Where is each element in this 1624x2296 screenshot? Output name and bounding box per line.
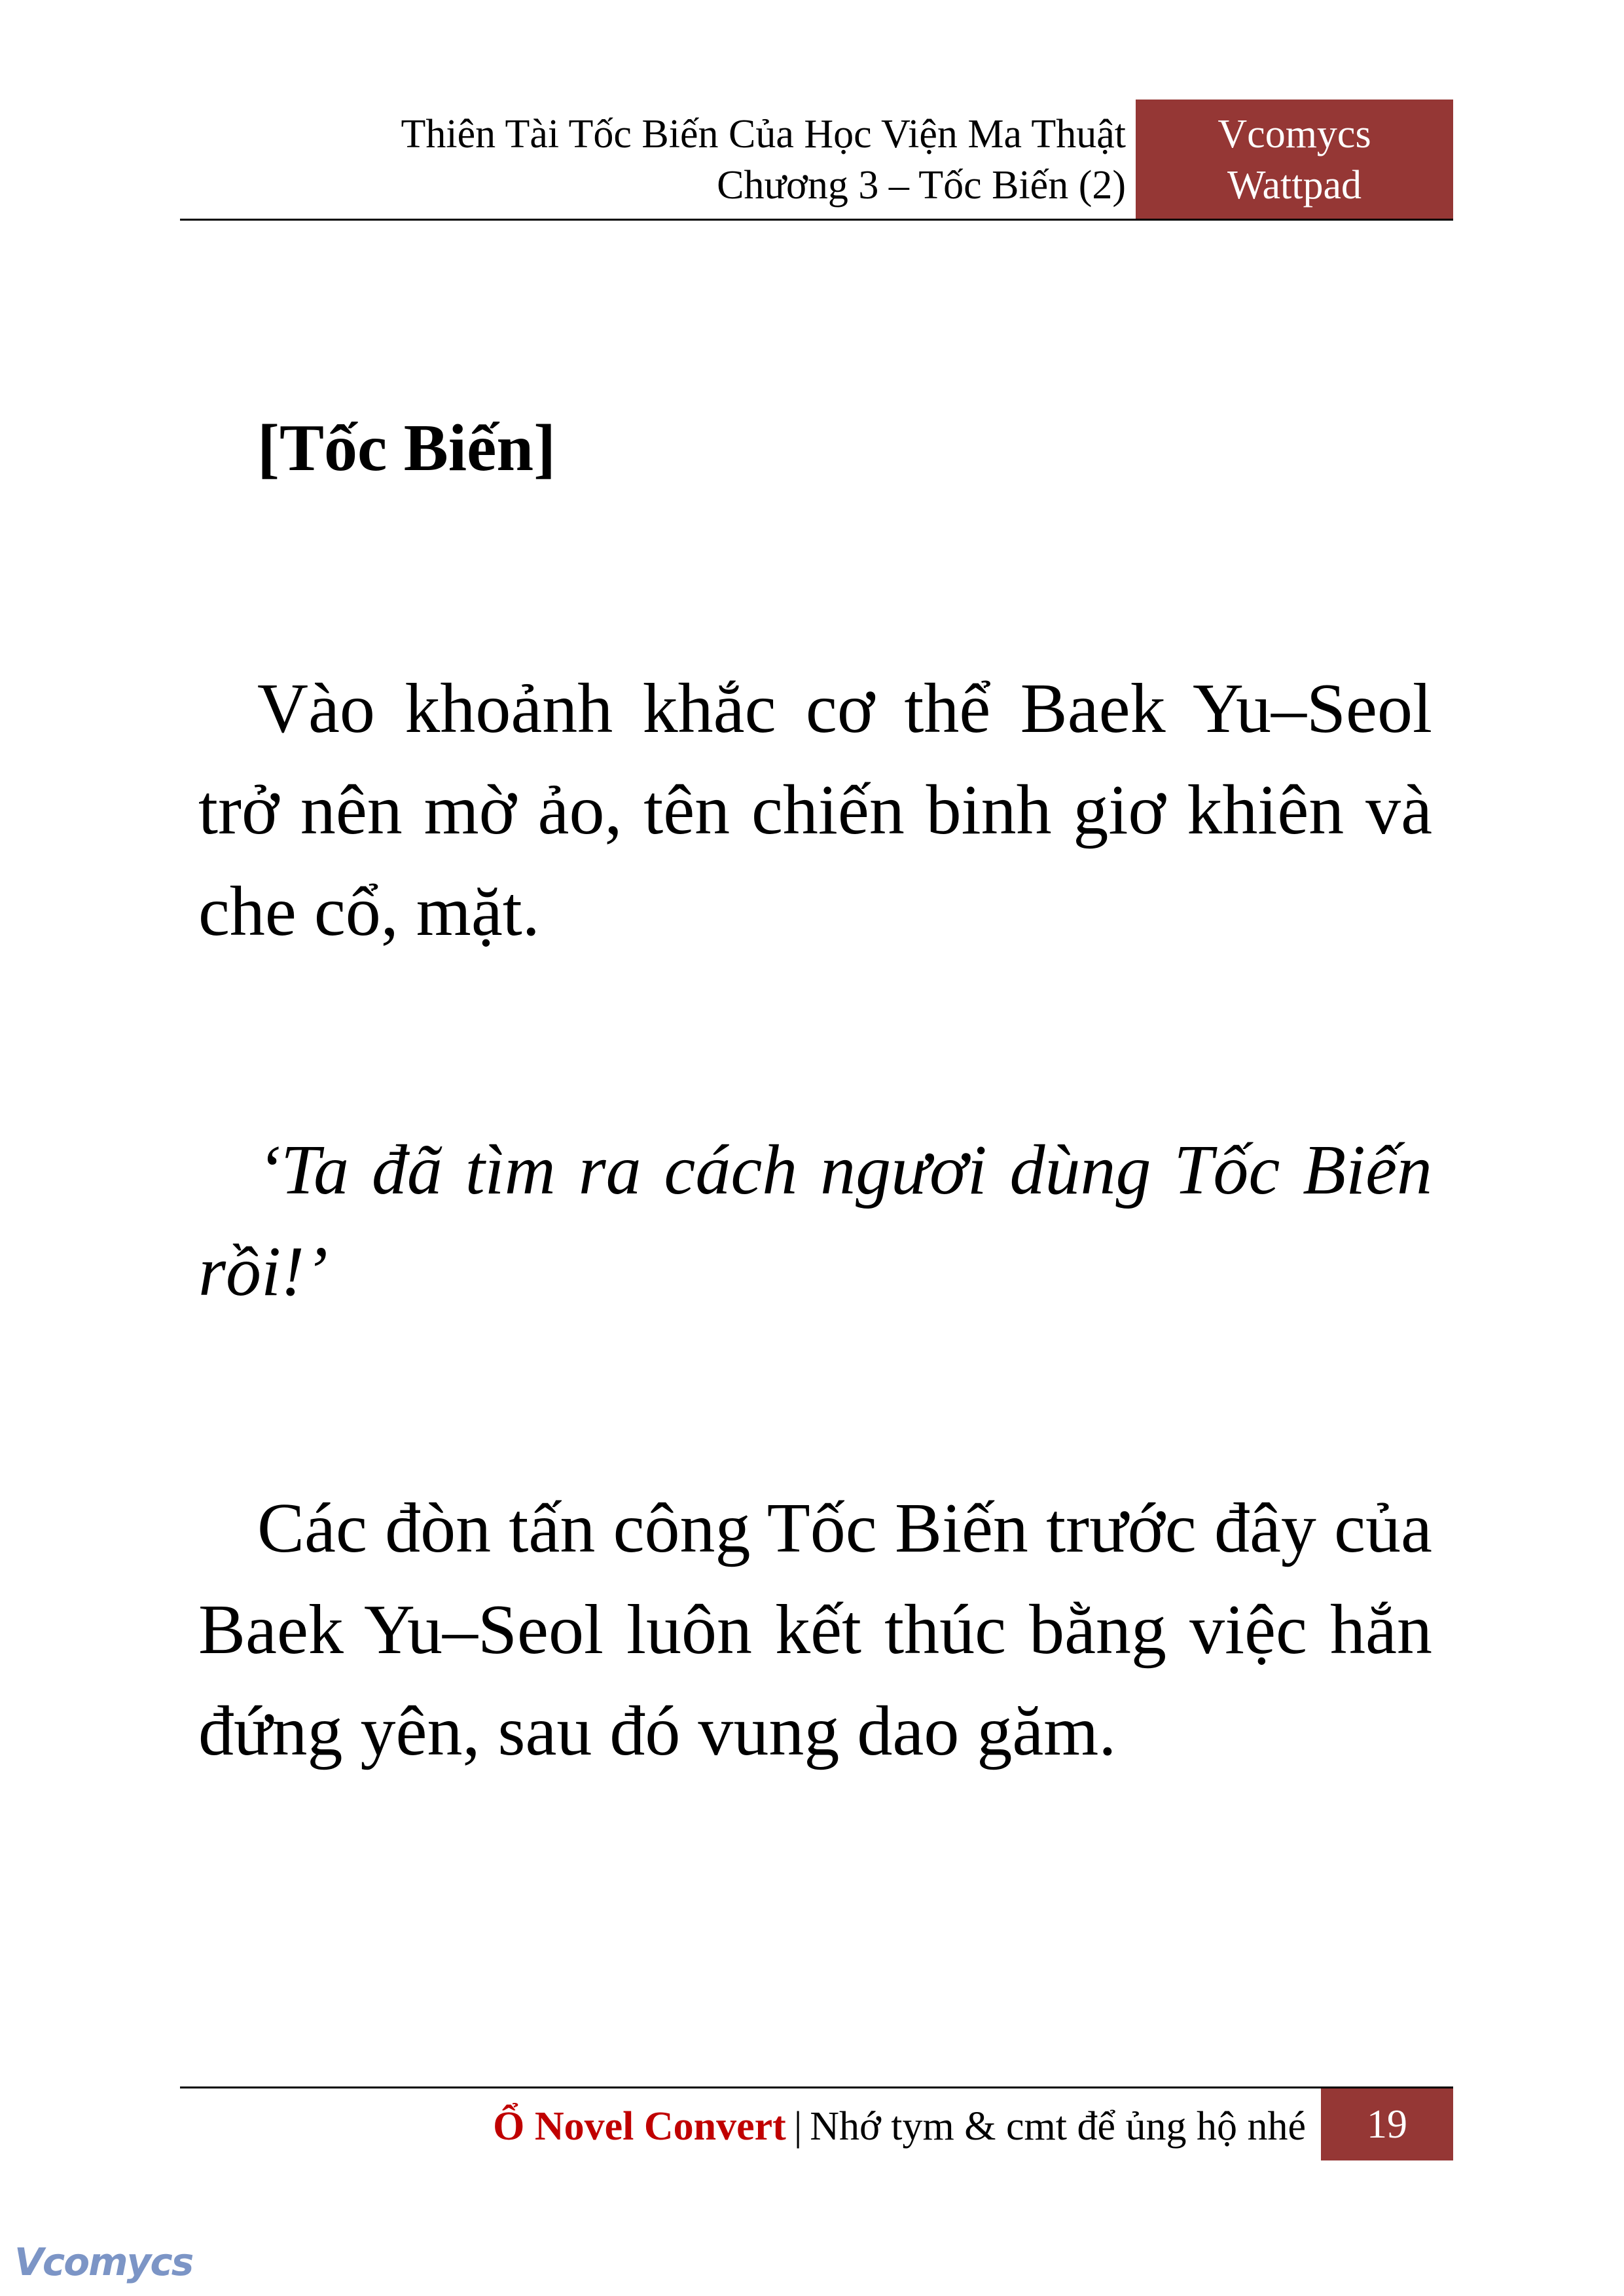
header-brand-box [1136, 100, 1453, 219]
page-number: 19 [1321, 2088, 1453, 2160]
footer-divider [180, 2086, 1453, 2088]
paragraph-narration-2: Các đòn tấn công Tốc Biến trước đây của Baek Yu–Seol luôn kết thúc bằng việc hắn đứng yên, sau đó vung dao găm. [198, 1489, 1432, 1770]
site-name: Vcomycs [1218, 112, 1371, 156]
platform-name: Wattpad [1227, 163, 1362, 208]
paragraph-thought: ‘Ta đã tìm ra cách ngươi dùng Tốc Biến rồi!’ [198, 1131, 1432, 1311]
footer-line [196, 2100, 1306, 2153]
paragraph-narration-1: Vào khoảnh khắc cơ thể Baek Yu–Seol trở nên mờ ảo, tên chiến binh giơ khiên và che cổ, mặt. [198, 670, 1432, 951]
footer-message: Nhớ tym & cmt để ủng hộ nhé [810, 2104, 1306, 2149]
header-divider [180, 219, 1453, 221]
footer-brand: Ổ Novel Convert [493, 2104, 786, 2149]
section-heading: [Tốc Biến] [257, 411, 556, 485]
footer-separator: | [793, 2104, 803, 2149]
chapter-title: Chương 3 – Tốc Biến (2) [717, 163, 1126, 208]
running-header [196, 109, 1126, 211]
watermark-logo: Vcomycs [14, 2240, 193, 2284]
book-title: Thiên Tài Tốc Biến Của Học Viện Ma Thuật [401, 112, 1126, 156]
